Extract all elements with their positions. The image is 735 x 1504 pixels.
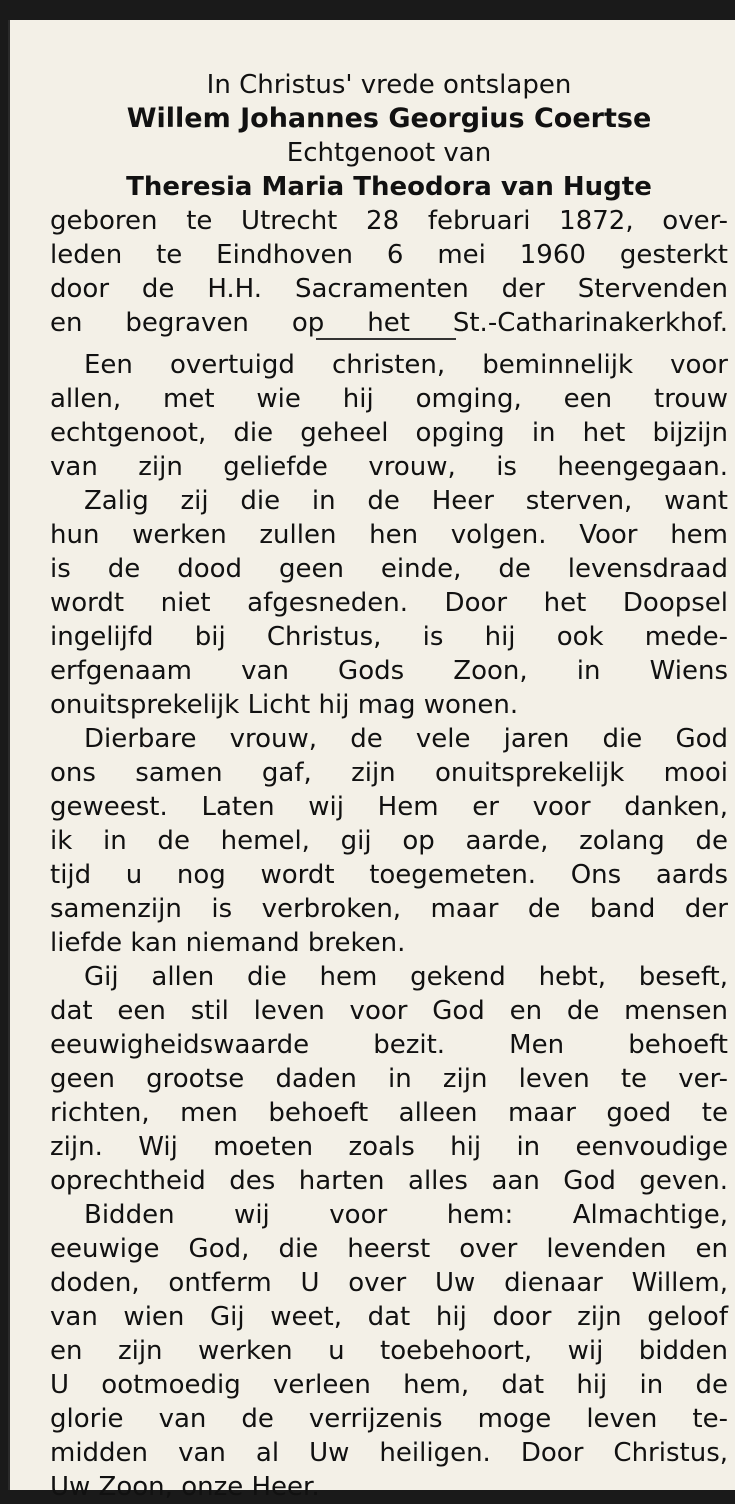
text-line: wordt niet afgesneden. Door het Doopsel xyxy=(50,588,728,618)
text-line: U ootmoedig verleen hem, dat hij in de xyxy=(50,1370,728,1400)
memorial-card xyxy=(8,20,735,1502)
text-line: Gij allen die hem gekend hebt, beseft, xyxy=(84,962,728,992)
text-line: tijd u nog wordt toegemeten. Ons aards xyxy=(50,860,728,890)
bio-line: geboren te Utrecht 28 februari 1872, over- xyxy=(50,206,728,236)
text-line: doden, ontferm U over Uw dienaar Willem, xyxy=(50,1268,728,1298)
paragraph-5 xyxy=(50,1198,728,1504)
paragraph-1 xyxy=(50,348,728,484)
spouse-intro: Echtgenoot van xyxy=(286,138,492,168)
paragraph-4 xyxy=(50,960,728,1198)
text-line: richten, men behoeft alleen maar goed te xyxy=(50,1098,728,1128)
text-line: samenzijn is verbroken, maar de band der xyxy=(50,894,728,924)
text-line: ingelijfd bij Christus, is hij ook mede- xyxy=(50,622,728,652)
text-line: geen grootse daden in zijn leven te ver- xyxy=(50,1064,728,1094)
text-line: midden van al Uw heiligen. Door Christus, xyxy=(50,1438,728,1468)
text-line: glorie van de verrijzenis moge leven te- xyxy=(50,1404,728,1434)
opening-line: In Christus' vrede ontslapen xyxy=(206,70,572,100)
text-line: liefde kan niemand breken. xyxy=(50,928,406,958)
text-line: echtgenoot, die geheel opging in het bijzijn xyxy=(50,418,728,448)
text-line: van zijn geliefde vrouw, is heengegaan. xyxy=(50,452,728,482)
separator-rule xyxy=(316,338,456,340)
text-line: allen, met wie hij omging, een trouw xyxy=(50,384,728,414)
text-line: oprechtheid des harten alles aan God geven. xyxy=(50,1166,728,1196)
text-line: eeuwige God, die heerst over levenden en xyxy=(50,1234,728,1264)
text-line: erfgenaam van Gods Zoon, in Wiens xyxy=(50,656,728,686)
bio-line: en begraven op het St.-Catharinakerkhof. xyxy=(50,308,728,338)
bio-line: door de H.H. Sacramenten der Stervenden xyxy=(50,274,728,304)
card-text xyxy=(50,68,728,1504)
text-line: van wien Gij weet, dat hij door zijn geloof xyxy=(50,1302,728,1332)
bio-line: leden te Eindhoven 6 mei 1960 gesterkt xyxy=(50,240,728,270)
deceased-name: Willem Johannes Georgius Coertse xyxy=(126,103,652,134)
text-line: ons samen gaf, zijn onuitsprekelijk mooi xyxy=(50,758,728,788)
paragraph-2 xyxy=(50,484,728,722)
spouse-name: Theresia Maria Theodora van Hugte xyxy=(126,172,652,202)
text-line: is de dood geen einde, de levensdraad xyxy=(50,554,728,584)
text-line: Dierbare vrouw, de vele jaren die God xyxy=(84,724,728,754)
text-line: Een overtuigd christen, beminnelijk voor xyxy=(84,350,728,380)
text-line: eeuwigheidswaarde bezit. Men behoeft xyxy=(50,1030,728,1060)
text-line: hun werken zullen hen volgen. Voor hem xyxy=(50,520,728,550)
text-line: ik in de hemel, gij op aarde, zolang de xyxy=(50,826,728,856)
paragraph-3 xyxy=(50,722,728,960)
bio-block xyxy=(50,204,728,340)
text-line: en zijn werken u toebehoort, wij bidden xyxy=(50,1336,728,1366)
text-line: geweest. Laten wij Hem er voor danken, xyxy=(50,792,728,822)
text-line: Uw Zoon, onze Heer. xyxy=(50,1472,320,1502)
text-line: Zalig zij die in de Heer sterven, want xyxy=(84,486,728,516)
text-line: dat een stil leven voor God en de mensen xyxy=(50,996,728,1026)
text-line: zijn. Wij moeten zoals hij in eenvoudige xyxy=(50,1132,728,1162)
text-line: Bidden wij voor hem: Almachtige, xyxy=(84,1200,728,1230)
text-line: onuitsprekelijk Licht hij mag wonen. xyxy=(50,690,519,720)
